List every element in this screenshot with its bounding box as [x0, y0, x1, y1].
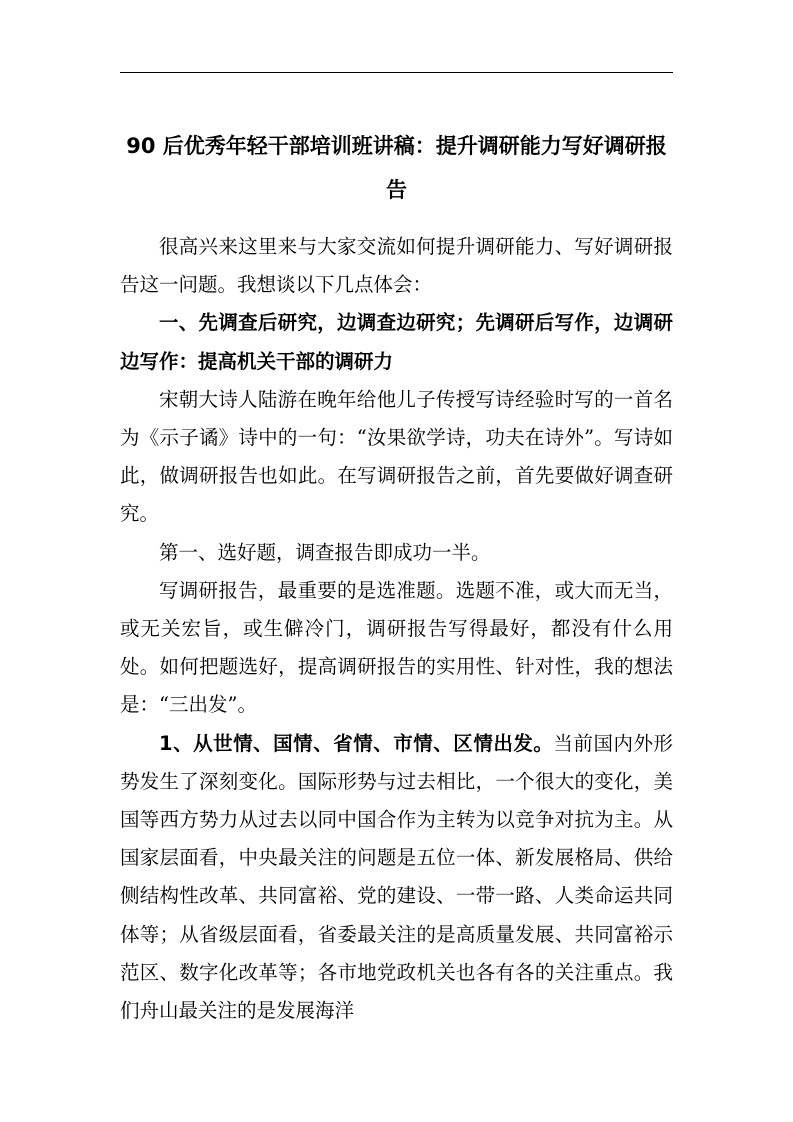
document-title: 90 后优秀年轻干部培训班讲稿：提升调研能力写好调研报告: [126, 134, 667, 202]
luyou-paragraph: 宋朝大诗人陆游在晚年给他儿子传授写诗经验时写的一首名为《示子谲》诗中的一句：“汝果欲学诗，功夫在诗外”。写诗如此，做调研报告也如此。在写调研报告之前，首先要做好调查研究。: [120, 387, 673, 526]
topic-paragraph: 写调研报告，最重要的是选准题。选题不准，或大而无当，或无关宏旨，或生僻冷门，调研报告写得最好，都没有什么用处。如何把题选好，提高调研报告的实用性、针对性，我的想法是：“三出发”。: [120, 578, 673, 717]
intro-paragraph: 很高兴来这里来与大家交流如何提升调研能力、写好调研报告这一问题。我想谈以下几点体会：: [120, 235, 673, 297]
point-1-paragraph: [120, 725, 673, 1031]
point-1-lead: 1、从世情、国情、省情、市情、区情出发。: [159, 731, 554, 755]
section-heading-1: 一、先调查后研究，边调查边研究；先调研后写作，边调研边写作：提高机关干部的调研力: [120, 311, 673, 373]
document-body: [120, 228, 673, 1030]
subheading-1: 第一、选好题，调查报告即成功一半。: [159, 540, 491, 564]
point-1-body: 当前国内外形势发生了深刻变化。国际形势与过去相比，一个很大的变化，美国等西方势力从过去以同中国合作为主转为以竞争对抗为主。从国家层面看，中央最关注的问题是五位一体、新发展格局、供给侧结构性改革、共同富裕、党的建设、一带一路、人类命运共同体等；从省级层面看，省委最关注的是高质量发展、共同富裕示范区、数字化改革等；各市地党政机关也各有各的关注重点。我们舟山最关注的是发展海洋: [120, 731, 673, 1023]
header-rule: [120, 72, 673, 73]
